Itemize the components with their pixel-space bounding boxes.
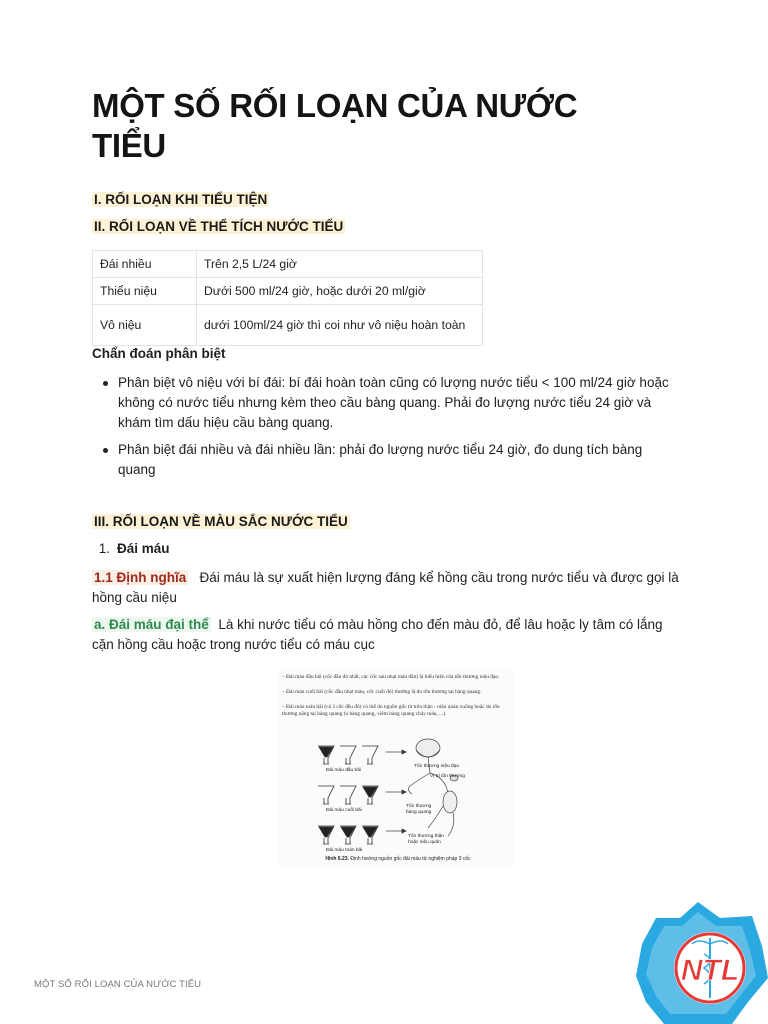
differential-diagnosis-list <box>92 373 682 487</box>
figure-label-kidney: Tổn thương thận hoặc niệu quản <box>408 834 444 845</box>
section-heading-1-text: I. RỐI LOẠN KHI TIỂU TIỆN <box>94 192 268 207</box>
cup-row-1 <box>318 746 378 764</box>
table-cell-term: Thiểu niệu <box>93 278 197 305</box>
figure-label-row3: Đái máu toàn bãi <box>326 848 363 853</box>
table-row <box>93 278 483 305</box>
section-heading-1 <box>92 192 269 207</box>
gross-hematuria-paragraph <box>92 615 682 655</box>
list-item-title: Đái máu <box>117 541 170 556</box>
figure-label-lesion-site: Vị trí tổn thương <box>430 774 465 779</box>
page-footer: MỘT SỐ RỐI LOẠN CỦA NƯỚC TIỂU <box>34 979 202 990</box>
figure-label-row1: Đái máu đầu bãi <box>326 768 361 773</box>
arrows <box>386 750 406 833</box>
figure-text-line: – Đái máu cuối bãi (cốc đầu nhạt màu, cốc cuối đỏ) thường là do tổn thương tại bàng quang. <box>282 689 482 695</box>
section-heading-3 <box>92 514 350 529</box>
section-heading-3-text: III. RỐI LOẠN VỀ MÀU SẮC NƯỚC TIỂU <box>94 514 348 529</box>
three-glass-illustration <box>278 668 514 868</box>
figure-label-row2: Đái máu cuối bãi <box>326 808 362 813</box>
definition-label: 1.1 Định nghĩa <box>94 570 187 585</box>
definition-paragraph <box>92 568 682 608</box>
table-cell-term: Đái nhiều <box>93 251 197 278</box>
table-row <box>93 305 483 346</box>
list-number: 1. <box>98 541 110 556</box>
figure-caption-text: Định hướng nguồn gốc đái máu từ nghiệm pháp 3 cốc <box>350 856 471 862</box>
section-heading-2-text: II. RỐI LOẠN VỀ THỂ TÍCH NƯỚC TIỂU <box>94 219 344 234</box>
figure-label-urethra: Tổn thương niệu đạo <box>414 764 460 769</box>
cup-row-2 <box>318 786 378 804</box>
gross-hematuria-text: Là khi nước tiểu có màu hồng cho đến màu đỏ, để lâu hoặc ly tâm có lắng cặn hồng cầu hoặc trong nước tiểu có máu cục <box>92 617 663 652</box>
list-item: Phân biệt đái nhiều và đái nhiều lần: phải đo lượng nước tiểu 24 giờ, đo dung tích bàng quang <box>92 440 682 480</box>
differential-diagnosis-heading: Chẩn đoán phân biệt <box>92 346 226 361</box>
table-row <box>93 251 483 278</box>
figure-text-line: – Đái máu toàn bãi (cả 3 cốc đều đỏ) có thể do nguồn gốc từ trên thận - niệu quản xuống hoặc do tổn thương nặng tại bàng quang (u bàng quang, viêm bàng quang chảy máu, ...). <box>282 704 500 717</box>
logo-text: NTL <box>680 954 740 987</box>
section-heading-2 <box>92 219 345 234</box>
list-item: Phân biệt vô niệu với bí đái: bí đái hoàn toàn cũng có lượng nước tiểu < 100 ml/24 giờ hoặc không có nước tiểu nhưng kèm theo cầu bàng quang. Phải đo lượng nước tiểu 24 giờ và khám tìm dấu hiệu cầu bàng quang. <box>92 373 682 433</box>
table-cell-desc: Dưới 500 ml/24 giờ, hoặc dưới 20 ml/giờ <box>197 278 483 305</box>
cup-row-3 <box>318 826 378 844</box>
urinary-tract-sketch <box>408 739 458 836</box>
numbered-item-hematuria <box>92 541 170 556</box>
gross-hematuria-label: a. Đái máu đại thể <box>94 617 209 632</box>
page-title: MỘT SỐ RỐI LOẠN CỦA NƯỚC TIỂU <box>92 87 578 164</box>
figure-text-line: – Đái máu đầu bãi (cốc đầu đỏ nhất, các cốc sau nhạt màu dần) là biểu hiện của tổn thương niệu đạo. <box>282 674 500 680</box>
ntl-logo-icon <box>628 898 768 1024</box>
figure-label-bladder: Tổn thương bàng quang <box>406 804 432 815</box>
table-cell-desc: dưới 100ml/24 giờ thì coi như vô niệu hoàn toàn <box>197 305 483 346</box>
figure-caption <box>288 856 508 862</box>
figure-caption-number: Hình 6.23. <box>325 856 349 862</box>
three-glass-test-figure <box>278 668 514 868</box>
table-cell-desc: Trên 2,5 L/24 giờ <box>197 251 483 278</box>
definition-text: Đái máu là sự xuất hiện lượng đáng kể hồng cầu trong nước tiểu và được gọi là hồng cầu niệu <box>92 570 679 605</box>
table-cell-term: Vô niệu <box>93 305 197 346</box>
urine-volume-table <box>92 250 483 346</box>
